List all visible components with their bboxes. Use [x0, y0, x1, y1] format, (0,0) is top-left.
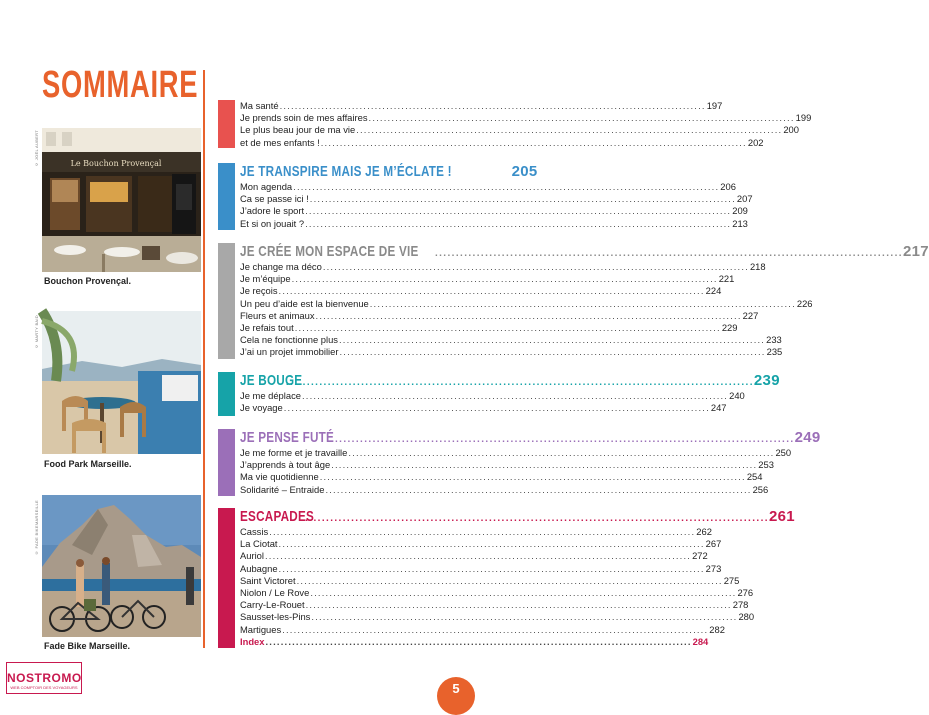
- entry-page: 209: [732, 205, 748, 217]
- toc-entry[interactable]: [240, 217, 748, 230]
- photo-fade-bike: [42, 495, 201, 637]
- page-title: SOMMAIRE: [42, 64, 199, 106]
- section-title: JE TRANSPIRE MAIS JE M’ÉCLATE !: [240, 163, 452, 180]
- logo-subtitle: WEB COMPTOIR DES VOYAGEURS: [10, 685, 78, 690]
- toc-entry-index[interactable]: [240, 635, 709, 648]
- logo-name: NOSTROMO: [7, 671, 82, 685]
- entry-page: 267: [705, 538, 722, 550]
- entry-label: Je refais tout: [240, 321, 294, 333]
- section-title: JE PENSE FUTÉ: [240, 429, 335, 446]
- toc-entry[interactable]: [240, 550, 708, 562]
- toc-entry[interactable]: [240, 611, 755, 623]
- toc-entry[interactable]: [240, 181, 736, 193]
- entry-page: 213: [732, 217, 748, 229]
- entry-label: Je me forme et je travaille: [240, 447, 348, 458]
- entry-page: 278: [732, 599, 749, 611]
- toc-entry[interactable]: [240, 526, 712, 538]
- section-color-bar: [218, 508, 235, 648]
- section-page: 205: [511, 163, 538, 180]
- toc-entry[interactable]: [240, 309, 759, 322]
- entry-page: 253: [758, 459, 774, 471]
- toc-entry[interactable]: [240, 402, 727, 414]
- entry-page: 218: [749, 261, 766, 272]
- toc-entry[interactable]: [240, 205, 748, 217]
- entry-label: Niolon / Le Rove: [240, 586, 310, 598]
- section-header[interactable]: [240, 429, 821, 447]
- entry-label: Je voyage: [240, 402, 283, 414]
- photo-food-park: [42, 311, 201, 454]
- toc-entry[interactable]: [240, 297, 813, 310]
- section-header[interactable]: [240, 163, 538, 181]
- entry-label: Je reçois: [240, 285, 278, 297]
- entry-page: 200: [783, 124, 799, 136]
- section-color-bar: [218, 163, 235, 230]
- entry-label: Ma vie quotidienne: [240, 471, 319, 483]
- entry-label: et de mes enfants !: [240, 136, 320, 148]
- nostromo-logo: [6, 662, 82, 694]
- entry-page: 256: [752, 483, 769, 495]
- toc-entry[interactable]: [240, 459, 774, 471]
- toc-entry[interactable]: [240, 447, 792, 459]
- entry-page: 235: [766, 346, 783, 358]
- section-header[interactable]: [240, 508, 795, 526]
- entry-label: Solidarité – Entraide: [240, 483, 325, 495]
- entry-label: Un peu d’aide est la bienvenue: [240, 297, 369, 309]
- toc-entry[interactable]: [240, 599, 749, 611]
- photo-credit-3: © FADE BIKEMARSEILLE: [34, 500, 39, 556]
- entry-label: J’apprends à tout âge: [240, 459, 331, 471]
- photo-credit-1: © JOËL AUBERT: [34, 130, 39, 167]
- entry-page: 254: [746, 471, 763, 483]
- entry-label: Auriol: [240, 550, 264, 562]
- entry-label: Je prends soin de mes affaires: [240, 112, 368, 124]
- entry-page: 199: [795, 112, 812, 124]
- shop-sign: Le Bouchon Provençal: [70, 159, 162, 168]
- section-title: JE BOUGE: [240, 372, 303, 389]
- toc-entry[interactable]: [240, 346, 783, 358]
- entry-page: 250: [775, 447, 792, 458]
- entry-page: 276: [737, 586, 754, 598]
- divider-line: [203, 70, 205, 648]
- entry-page: 224: [705, 285, 722, 297]
- section-color-bar: [218, 372, 235, 416]
- toc-entry[interactable]: [240, 285, 722, 297]
- entry-label: J’ai un projet immobilier: [240, 346, 339, 358]
- entry-label: Ca se passe ici !: [240, 193, 309, 205]
- entry-page: 226: [796, 297, 813, 309]
- photo-bouchon-provencal: [42, 128, 201, 272]
- entry-label: J’adore le sport: [240, 205, 305, 217]
- page-number: 5: [437, 677, 475, 715]
- entry-label: Mon agenda: [240, 181, 293, 192]
- entry-page: 206: [720, 181, 736, 192]
- entry-page: 240: [729, 390, 745, 401]
- entry-label: Fleurs et animaux: [240, 309, 315, 321]
- entry-page: 202: [747, 136, 764, 148]
- entry-page: 272: [692, 550, 708, 562]
- entry-page: 280: [738, 611, 755, 623]
- entry-page: 221: [718, 273, 735, 285]
- entry-page: 262: [696, 526, 712, 537]
- toc-entry[interactable]: [240, 100, 723, 112]
- section-title: ESCAPADES: [240, 508, 315, 525]
- entry-page: 229: [721, 321, 738, 333]
- photo-caption-1: Bouchon Provençal.: [44, 276, 132, 286]
- entry-label: Je m’équipe: [240, 273, 291, 285]
- entry-label: Martigues: [240, 623, 282, 635]
- entry-label: Je me déplace: [240, 390, 301, 401]
- entry-page: 275: [723, 574, 740, 586]
- entry-label: Saint Victoret: [240, 574, 296, 586]
- section-header[interactable]: [240, 372, 780, 390]
- entry-label: La Ciotat: [240, 538, 278, 550]
- entry-label: Sausset-les-Pins: [240, 611, 311, 623]
- entry-page: 207: [736, 193, 753, 205]
- entry-label: Je change ma déco: [240, 261, 322, 272]
- entry-label: Aubagne: [240, 562, 278, 574]
- entry-page: 284: [692, 635, 709, 647]
- section-page: 217: [902, 243, 929, 260]
- section-color-bar: [218, 100, 235, 148]
- entry-page: 247: [710, 402, 727, 414]
- toc-entry[interactable]: [240, 586, 754, 599]
- toc-entry[interactable]: [240, 124, 799, 136]
- photo-caption-3: Fade Bike Marseille.: [44, 641, 131, 651]
- section-color-bar: [218, 243, 235, 359]
- section-page: 239: [753, 372, 780, 389]
- section-title: JE CRÉE MON ESPACE DE VIE: [240, 243, 419, 260]
- section-color-bar: [218, 429, 235, 496]
- toc-entry[interactable]: [240, 321, 738, 334]
- toc-entry[interactable]: [240, 193, 753, 205]
- toc-entry[interactable]: [240, 562, 722, 575]
- section-page: 249: [794, 429, 821, 446]
- toc-entry[interactable]: [240, 483, 769, 496]
- photo-caption-2: Food Park Marseille.: [44, 459, 132, 469]
- entry-page: 273: [705, 562, 722, 574]
- toc-entry[interactable]: [240, 574, 740, 587]
- entry-page: 227: [742, 309, 759, 321]
- entry-label: Le plus beau jour de ma vie: [240, 124, 356, 136]
- toc-entry[interactable]: [240, 623, 725, 636]
- entry-label: Cela ne fonctionne plus: [240, 334, 338, 346]
- toc-entry[interactable]: [240, 136, 764, 149]
- photo-credit-2: © MARTY BAID: [34, 315, 39, 350]
- toc-entry[interactable]: [240, 334, 782, 346]
- section-page: 261: [768, 508, 795, 525]
- entry-label: Et si on jouait ?: [240, 217, 305, 229]
- entry-label: Cassis: [240, 526, 269, 537]
- entry-label: Ma santé: [240, 100, 279, 111]
- entry-page: 233: [766, 334, 782, 346]
- toc-entry[interactable]: [240, 261, 766, 273]
- entry-page: 282: [709, 623, 725, 635]
- toc-entry[interactable]: [240, 538, 722, 550]
- entry-label: Index: [240, 635, 265, 647]
- toc-entry[interactable]: [240, 471, 763, 483]
- toc-entry[interactable]: [240, 112, 812, 124]
- section-header[interactable]: [240, 243, 929, 261]
- toc-entry[interactable]: [240, 273, 735, 285]
- toc-entry[interactable]: [240, 390, 745, 402]
- entry-label: Carry-Le-Rouet: [240, 599, 305, 611]
- entry-page: 197: [706, 100, 723, 111]
